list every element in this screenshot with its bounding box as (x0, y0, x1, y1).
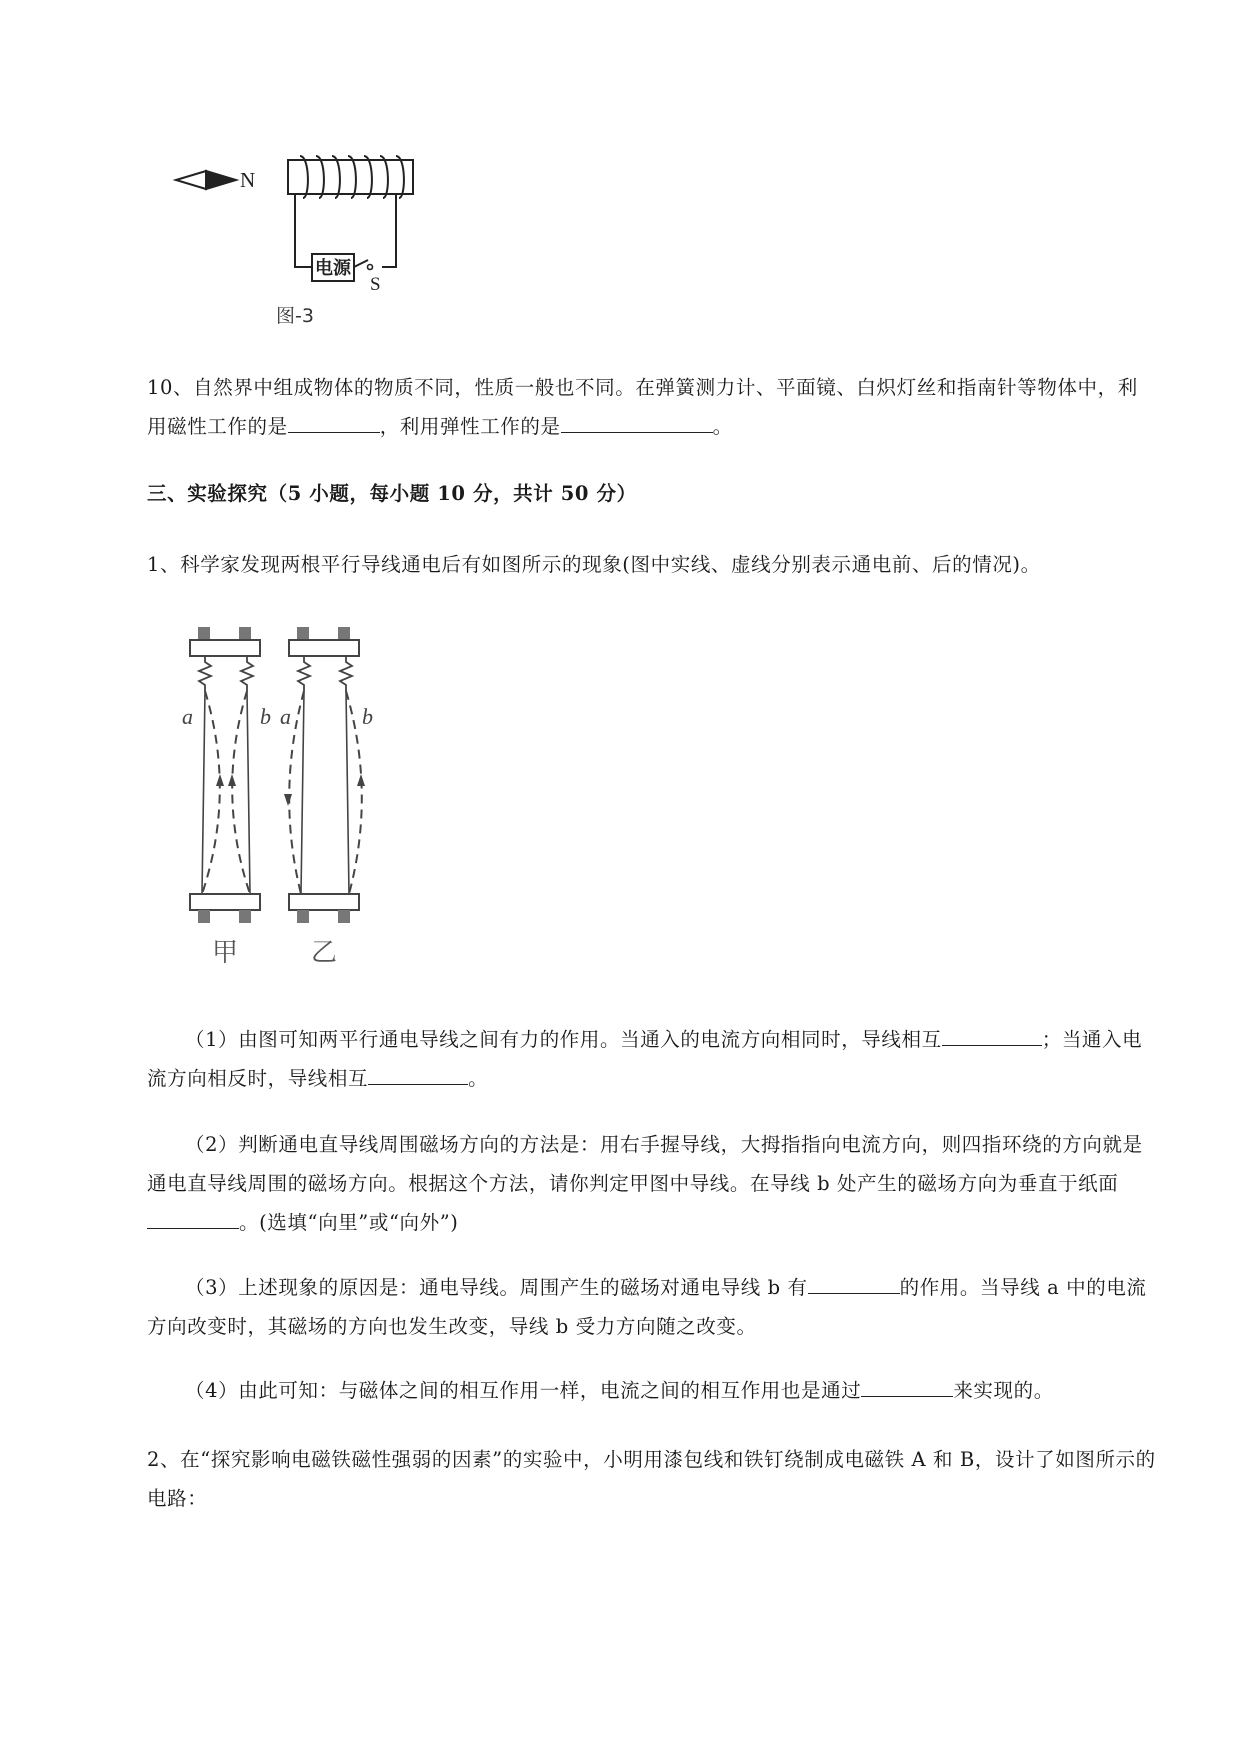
current-arrow-b-yi (357, 774, 365, 786)
wire-a-solid-yi (301, 691, 304, 894)
switch-label: S (370, 274, 381, 295)
bottom-peg-left-jia (198, 910, 210, 923)
answer-blank-medium[interactable] (861, 1374, 953, 1397)
top-bar-jia (190, 640, 260, 656)
top-peg-left-yi (297, 627, 309, 640)
part-4-text-b: 来实现的。 (953, 1379, 1054, 1402)
setup-yi (280, 627, 373, 968)
part-1-text-c: 。 (468, 1067, 489, 1090)
part-2-text-a: （2）判断通电直导线周围磁场方向的方法是：用右手握导线，大拇指指向电流方向，则四指环绕的方向就是通电直导线周围的磁场方向。根据这个方法，请你判定甲图中导线。在导线 b 处产生的磁场方向为垂直于纸面 (147, 1133, 1143, 1195)
coil-windings (300, 156, 404, 198)
answer-blank-elastic[interactable] (561, 410, 713, 433)
wire-b-label-yi: b (362, 704, 373, 729)
experiment-1-part-1 (147, 1020, 1157, 1098)
figure-3-solenoid-circuit (170, 150, 430, 340)
figure-parallel-wires (180, 618, 410, 978)
wire-b-solid-yi (346, 691, 349, 894)
part-3-text-a: （3）上述现象的原因是：通电导线。周围产生的磁场对通电导线 b 有 (185, 1276, 808, 1299)
experiment-1-part-3 (147, 1268, 1157, 1346)
question-10-text-b: ，利用弹性工作的是 (379, 415, 561, 438)
north-label: N (240, 168, 256, 192)
part-4-text-a: （4）由此可知：与磁体之间的相互作用一样，电流之间的相互作用也是通过 (185, 1379, 862, 1402)
bottom-peg-right-yi (338, 910, 350, 923)
wire-a-label-jia: a (182, 704, 193, 729)
part-1-text-b: ；当通入电流方向相反时，导线相互 (147, 1028, 1143, 1090)
answer-blank-field-direction[interactable] (147, 1206, 239, 1229)
setup-jia (182, 627, 271, 968)
power-source-label: 电源 (315, 258, 351, 279)
experiment-1-part-2 (147, 1125, 1157, 1242)
figure-3-caption: 图-3 (276, 305, 314, 327)
bottom-peg-left-yi (297, 910, 309, 923)
spring-a-yi (298, 656, 310, 691)
spring-b-jia (241, 656, 253, 691)
part-2-text-b: 。(选填“向里”或“向外”) (239, 1211, 459, 1234)
wire-b-solid-jia (247, 691, 250, 894)
question-10 (147, 368, 1157, 446)
top-peg-right-jia (239, 627, 251, 640)
top-peg-left-jia (198, 627, 210, 640)
part-1-text-a: （1）由图可知两平行通电导线之间有力的作用。当通入的电流方向相同时，导线相互 (185, 1028, 942, 1051)
wire-b-label-jia: b (260, 704, 271, 729)
switch-contact (368, 265, 373, 270)
part-3-text-b: 的作用。当导线 a 中的电流方向改变时，其磁场的方向也发生改变，导线 b 受力方向随之改变。 (147, 1276, 1147, 1338)
current-arrow-a-jia (216, 774, 224, 786)
answer-blank-magnetic[interactable] (288, 410, 380, 433)
bottom-bar-jia (190, 894, 260, 910)
label-jia: 甲 (211, 938, 239, 968)
experiment-1-part-4 (147, 1371, 1157, 1410)
answer-blank-force[interactable] (808, 1271, 900, 1294)
top-peg-right-yi (338, 627, 350, 640)
current-arrow-b-jia (228, 774, 236, 786)
bottom-peg-right-jia (239, 910, 251, 923)
top-bar-yi (289, 640, 359, 656)
bottom-bar-yi (289, 894, 359, 910)
question-10-text-c: 。 (712, 415, 733, 438)
experiment-2-intro: 2、在“探究影响电磁铁磁性强弱的因素”的实验中，小明用漆包线和铁钉绕制成电磁铁 A 和 B，设计了如图所示的电路： (147, 1448, 1156, 1510)
answer-blank-opposite-direction[interactable] (368, 1062, 468, 1085)
wire-a-label-yi: a (280, 704, 291, 729)
question-10-text-a: 10、自然界中组成物体的物质不同，性质一般也不同。在弹簧测力计、平面镜、白炽灯丝和指南针等物体中，利用磁性工作的是 (147, 376, 1138, 438)
label-yi: 乙 (310, 938, 338, 968)
experiment-1-intro: 1、科学家发现两根平行导线通电后有如图所示的现象(图中实线、虚线分别表示通电前、后的情况)。 (147, 553, 1041, 576)
spring-b-yi (340, 656, 352, 691)
section-3-title: 三、实验探究（5 小题，每小题 10 分，共计 50 分） (147, 482, 637, 505)
wire-a-solid-jia (202, 691, 205, 894)
compass-needle-icon (176, 171, 236, 189)
current-arrow-a-yi (284, 794, 292, 806)
spring-a-jia (199, 656, 211, 691)
answer-blank-same-direction[interactable] (942, 1023, 1042, 1046)
